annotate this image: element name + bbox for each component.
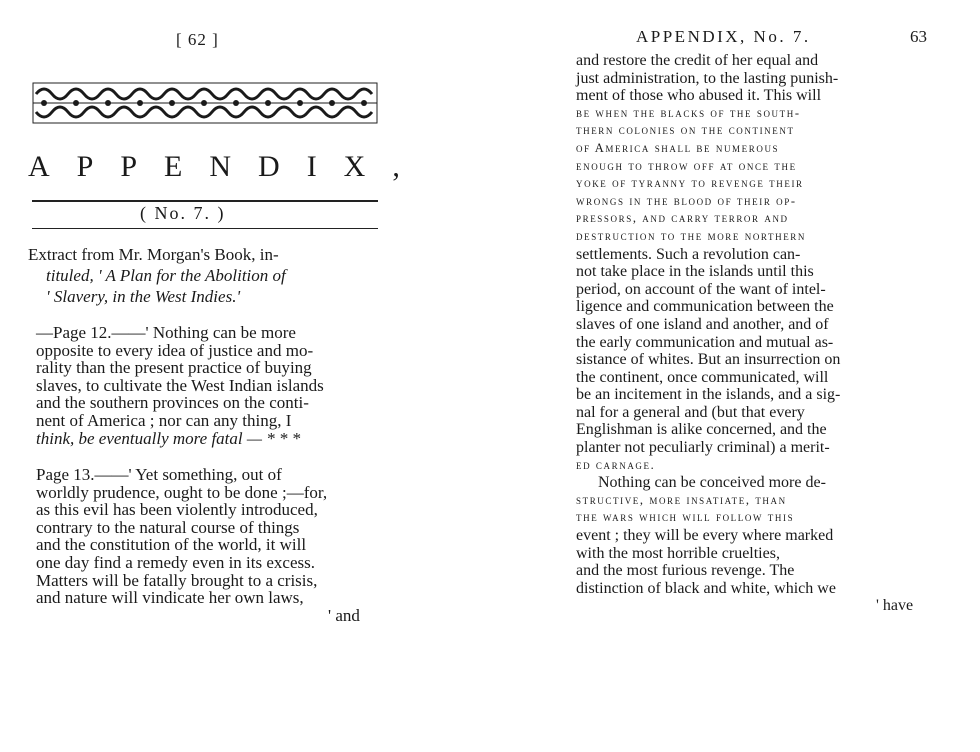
text-line: —Page 12.——' Nothing can be more: [36, 323, 296, 342]
text-line: not take place in the islands until this: [576, 263, 814, 281]
text-line: be an incitement in the islands, and a sig-: [576, 386, 841, 404]
appendix-title: APPENDIX,: [28, 150, 427, 183]
text-line: nal for a general and (but that every: [576, 403, 805, 421]
text-line: slaves, to cultivate the West Indian islands: [36, 375, 324, 395]
paragraph-page-12: [22, 324, 382, 447]
page-number-right: 63: [910, 27, 927, 46]
text-line: think, be eventually more fatal — * * *: [36, 428, 301, 448]
text-line: and nature will vindicate her own laws,: [36, 588, 304, 608]
title-rule-bottom: [32, 228, 378, 229]
catchword: ' and: [328, 605, 360, 625]
text-line: with the most horrible cruelties,: [576, 544, 780, 562]
text-line: distinction of black and white, which we: [576, 579, 836, 597]
appendix-number-label: ( No. 7. ): [140, 203, 226, 223]
right-page: [490, 0, 980, 752]
extract-line: ' Slavery, in the West Indies.': [46, 287, 241, 306]
ornamental-border: [32, 82, 378, 124]
running-head: APPENDIX, No. 7.: [636, 27, 811, 46]
text-line: planter not peculiarly criminal) a merit-: [576, 439, 830, 457]
text-line: ment of those who abused it. This will: [576, 87, 822, 105]
text-line: rality than the present practice of buying: [36, 358, 312, 378]
text-line: ed carnage.: [576, 457, 656, 472]
text-line: of America shall be numerous: [576, 140, 780, 155]
text-line: sistance of whites. But an insurrection on: [576, 351, 841, 369]
text-line: one day find a remedy even in its excess.: [36, 552, 315, 572]
text-line: structive, more insatiate, than: [576, 492, 787, 507]
text-line: ligence and communication between the: [576, 298, 834, 316]
text-line: enough to throw off at once the: [576, 158, 797, 173]
text-line: contrary to the natural course of things: [36, 517, 300, 537]
text-line: slaves of one island and another, and of: [576, 315, 829, 333]
text-line: be when the blacks of the south-: [576, 105, 801, 120]
text-line: and the most furious revenge. The: [576, 562, 795, 580]
text-line: the wars which will follow this: [576, 510, 795, 525]
text-line: worldly prudence, ought to be done ;—for,: [36, 482, 328, 502]
text-line: just administration, to the lasting punish-: [576, 69, 839, 87]
text-line: event ; they will be every where marked: [576, 527, 834, 545]
extract-heading: [28, 244, 384, 307]
text-line: opposite to every idea of justice and mo-: [36, 340, 314, 360]
right-page-text: [576, 52, 934, 615]
catchword: ' have: [876, 597, 914, 615]
text-line: and restore the credit of her equal and: [576, 52, 819, 69]
text-line: settlements. Such a revolution can-: [576, 245, 801, 263]
text-line: and the southern provinces on the conti-: [36, 393, 309, 413]
text-line: as this evil has been violently introduced,: [36, 500, 318, 520]
paragraph-page-13: [22, 466, 382, 624]
extract-line: Extract from Mr. Morgan's Book, in-: [28, 245, 279, 264]
text-line: and the constitution of the world, it will: [36, 535, 307, 555]
text-line: destruction to the more northern: [576, 228, 806, 243]
text-line: yoke of tyranny to revenge their: [576, 176, 804, 191]
title-rule-top: [32, 200, 378, 202]
extract-line: tituled, ' A Plan for the Abolition of: [46, 266, 286, 285]
text-line: Matters will be fatally brought to a crisis,: [36, 570, 318, 590]
text-line: wrongs in the blood of their op-: [576, 193, 797, 208]
text-line: Nothing can be conceived more de-: [598, 474, 826, 492]
text-line: Englishman is alike concerned, and the: [576, 421, 827, 439]
text-line: Page 13.——' Yet something, out of: [36, 465, 282, 484]
text-line: the early communication and mutual as-: [576, 333, 834, 351]
page-number-left: [ 62 ]: [176, 30, 219, 49]
text-line: thern colonies on the continent: [576, 123, 795, 138]
text-line: nent of America ; nor can any thing, I: [36, 410, 292, 430]
text-line: pressors, and carry terror and: [576, 211, 789, 226]
text-line: the continent, once communicated, will: [576, 368, 829, 386]
text-line: period, on account of the want of intel-: [576, 280, 826, 298]
